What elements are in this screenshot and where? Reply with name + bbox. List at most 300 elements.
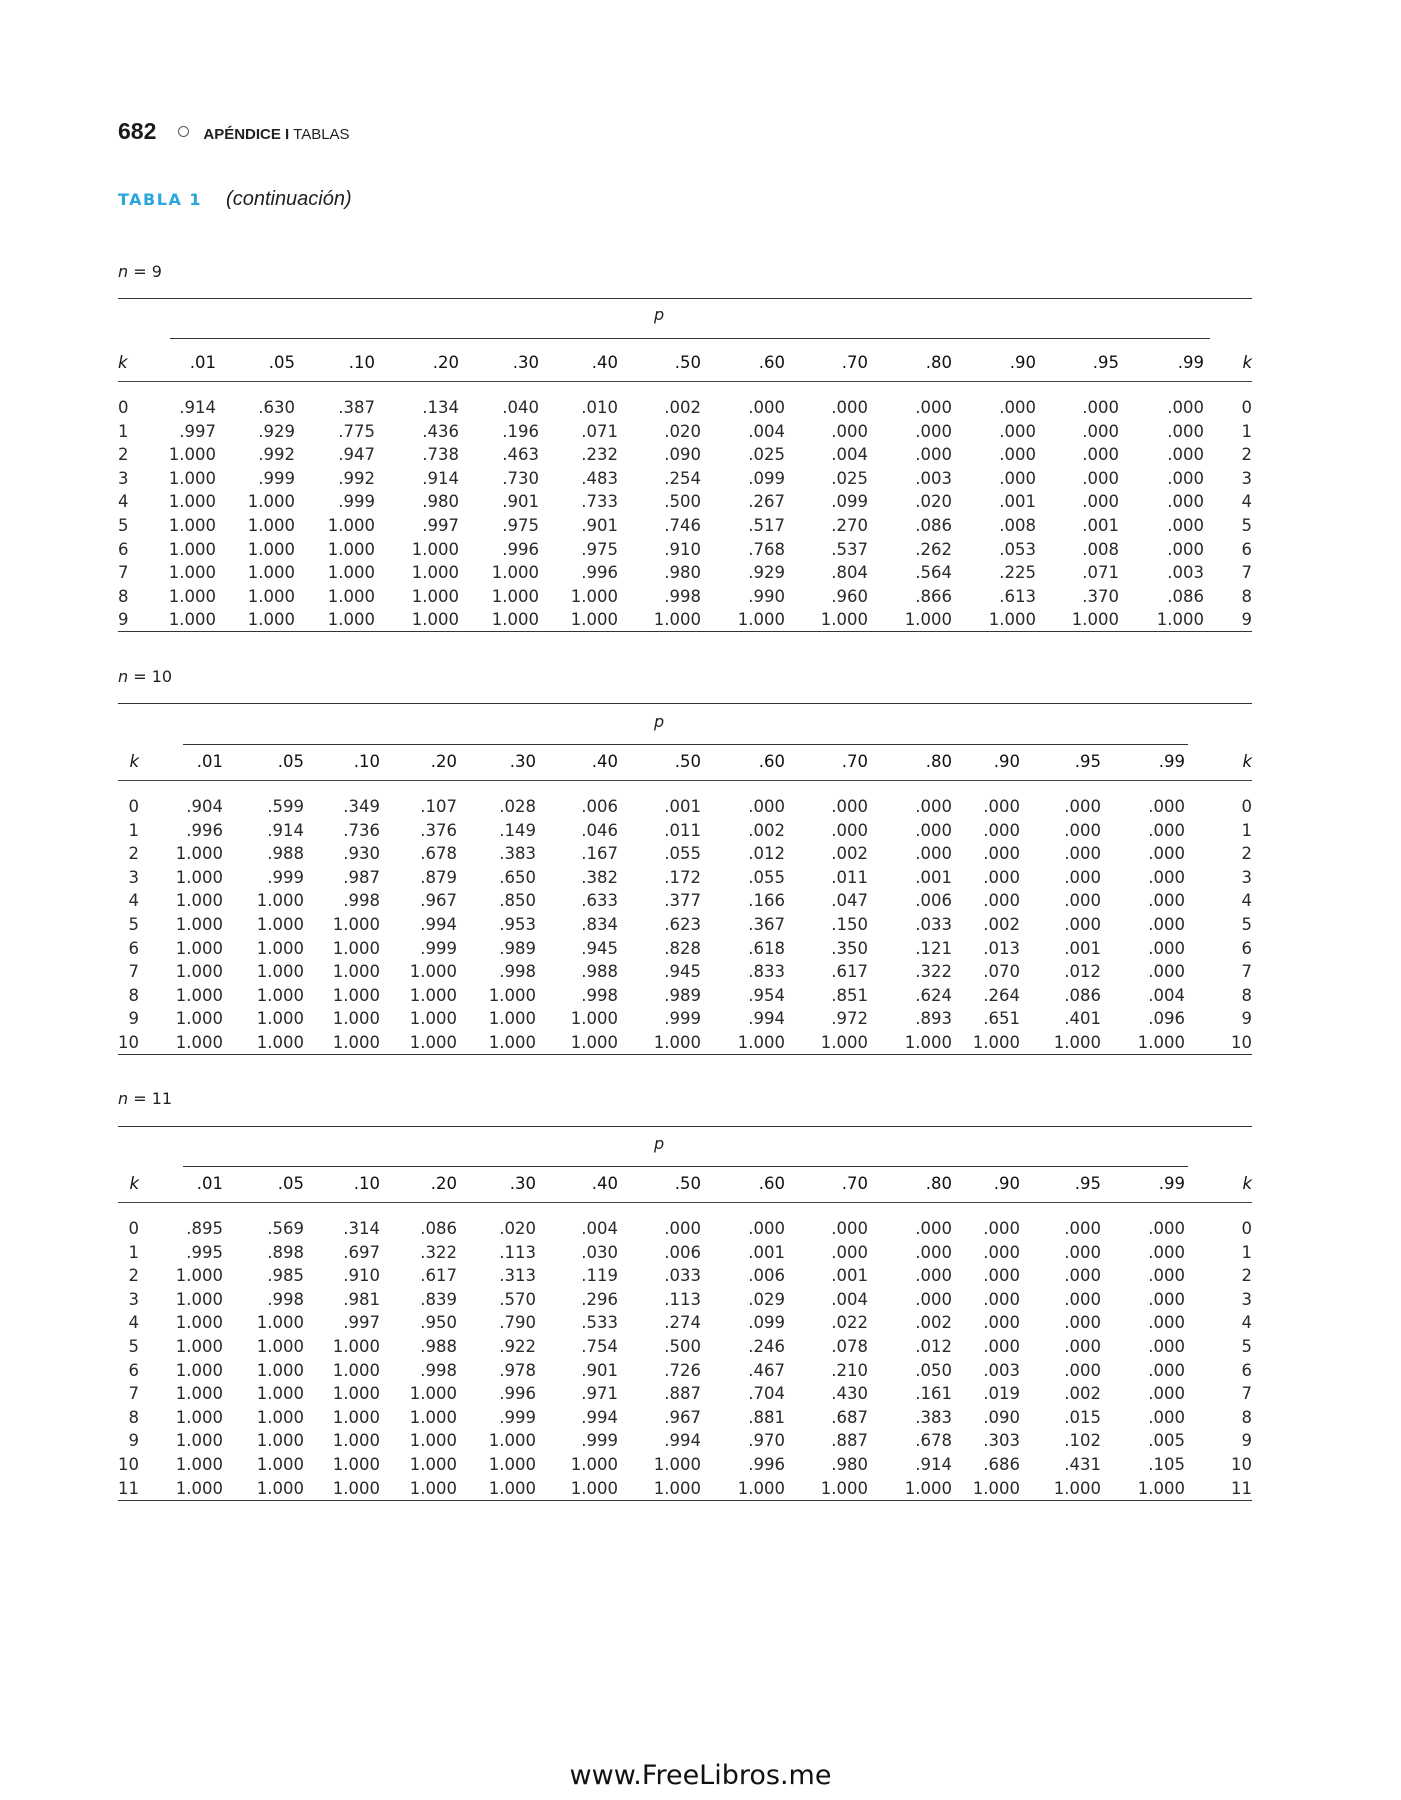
table-cell: .985 [267, 1266, 304, 1286]
row-k-left: 0 [128, 797, 139, 816]
p-spanner-rule [170, 338, 1210, 339]
row-k-right: 6 [1241, 539, 1252, 559]
table-cell: .161 [915, 1384, 952, 1404]
table-cell: .000 [983, 867, 1020, 887]
row-k-left: 1 [118, 421, 129, 441]
table-caption [118, 188, 352, 211]
row-k-left: 4 [128, 891, 139, 911]
row-k-left: 9 [128, 1009, 139, 1029]
table-cell: 1.000 [175, 1009, 223, 1029]
table-cell: .000 [983, 1337, 1020, 1356]
p-header: .05 [268, 353, 295, 372]
table-cell: .500 [664, 1337, 701, 1356]
table-cell: 1.000 [332, 985, 380, 1005]
table-cell: 1.000 [256, 1033, 304, 1052]
table-cell: 1.000 [737, 1033, 785, 1052]
table-cell: .881 [748, 1407, 785, 1427]
table-cell: .000 [1148, 891, 1185, 911]
table-cell: 1.000 [409, 1384, 457, 1404]
table-cell: .618 [748, 938, 785, 958]
table-cell: .002 [983, 915, 1020, 934]
table-cell: .945 [664, 962, 701, 982]
table-cell: .999 [258, 468, 295, 488]
table-cell: .099 [831, 492, 868, 512]
row-k-left: 10 [118, 1455, 139, 1474]
table-cell: 1.000 [175, 1407, 223, 1427]
table-cell: .970 [748, 1431, 785, 1451]
table-cell: 1.000 [411, 563, 459, 583]
table-cell: 1.000 [256, 985, 304, 1005]
table-cell: .569 [267, 1219, 304, 1238]
table-cell: .000 [915, 844, 952, 864]
p-header: .80 [925, 752, 952, 771]
table-cell: 1.000 [820, 1478, 868, 1498]
table-cell: .002 [748, 820, 785, 840]
table-cell: .500 [664, 492, 701, 512]
n-equals-value: = 9 [128, 262, 162, 281]
p-header: .10 [353, 752, 380, 771]
table-cell: 1.000 [332, 938, 380, 958]
table-cell: .000 [1064, 1337, 1101, 1356]
table-cell: 1.000 [820, 610, 868, 630]
table-cell: 1.000 [247, 563, 295, 583]
table-cell: .000 [1064, 891, 1101, 911]
table-cell: 1.000 [327, 539, 375, 559]
table-cell: .383 [499, 844, 536, 864]
row-k-right: 11 [1231, 1478, 1252, 1498]
table-cell: .950 [420, 1313, 457, 1333]
header-rule [118, 381, 1252, 382]
table-cell: .030 [581, 1242, 618, 1262]
table-cell: 1.000 [1137, 1033, 1185, 1052]
table-cell: .000 [915, 1266, 952, 1286]
row-k-left: 2 [128, 844, 139, 864]
table-label: TABLA 1 [118, 190, 203, 209]
table-cell: 1.000 [327, 610, 375, 630]
table-cell: 1.000 [904, 1033, 952, 1052]
row-k-right: 0 [1241, 398, 1252, 417]
p-header: .60 [758, 1174, 785, 1193]
table-cell: .517 [748, 516, 785, 535]
p-header: .99 [1158, 752, 1185, 771]
table-cell: .000 [1064, 1242, 1101, 1262]
table-cell: .000 [983, 1313, 1020, 1333]
table-cell: 1.000 [247, 492, 295, 512]
row-k-left: 5 [118, 516, 129, 535]
table-cell: .383 [915, 1407, 952, 1427]
table-cell: .972 [831, 1009, 868, 1029]
table-cell: .651 [983, 1009, 1020, 1029]
table-cell: .483 [581, 468, 618, 488]
table-cell: 1.000 [570, 1478, 618, 1498]
table-cell: 1.000 [570, 1455, 618, 1474]
table-cell: .987 [343, 867, 380, 887]
table-cell: .196 [502, 421, 539, 441]
row-k-right: 10 [1231, 1455, 1252, 1474]
table-cell: .264 [983, 985, 1020, 1005]
table-cell: .930 [343, 844, 380, 864]
table-cell: 1.000 [256, 1478, 304, 1498]
table-cell: .000 [1148, 962, 1185, 982]
n-label [118, 262, 162, 281]
table-top-rule [118, 298, 1252, 299]
table-cell: .000 [983, 820, 1020, 840]
row-k-right: 6 [1241, 938, 1252, 958]
table-cell: .003 [1167, 563, 1204, 583]
table-cell: 1.000 [332, 1009, 380, 1029]
row-k-right: 1 [1241, 1242, 1252, 1262]
k-header-left: k [118, 353, 128, 372]
table-cell: .000 [999, 445, 1036, 465]
table-cell: .262 [915, 539, 952, 559]
table-cell: .008 [1082, 539, 1119, 559]
p-header: .99 [1177, 353, 1204, 372]
table-cell: .000 [1167, 468, 1204, 488]
table-cell: .000 [983, 891, 1020, 911]
table-cell: .999 [420, 938, 457, 958]
p-axis-label: p [654, 712, 665, 731]
table-cell: 1.000 [247, 516, 295, 535]
table-cell: .893 [915, 1009, 952, 1029]
table-cell: 1.000 [332, 1431, 380, 1451]
table-cell: .055 [664, 844, 701, 864]
row-k-left: 6 [128, 938, 139, 958]
table-cell: .463 [502, 445, 539, 465]
table-cell: .775 [338, 421, 375, 441]
table-cell: .172 [664, 867, 701, 887]
table-cell: .431 [1064, 1455, 1101, 1474]
table-cell: .992 [338, 468, 375, 488]
table-cell: 1.000 [653, 1033, 701, 1052]
p-header: .60 [758, 752, 785, 771]
table-cell: .000 [1082, 421, 1119, 441]
table-cell: .929 [258, 421, 295, 441]
row-k-right: 1 [1241, 421, 1252, 441]
table-subtitle: (continuación) [226, 188, 352, 210]
table-cell: .001 [1082, 516, 1119, 535]
p-header: .90 [1009, 353, 1036, 372]
table-cell: .376 [420, 820, 457, 840]
table-cell: .624 [915, 985, 952, 1005]
table-cell: .090 [983, 1407, 1020, 1427]
table-cell: .099 [748, 468, 785, 488]
table-cell: .922 [499, 1337, 536, 1356]
table-cell: .000 [915, 421, 952, 441]
row-k-left: 6 [128, 1360, 139, 1380]
table-cell: .050 [915, 1360, 952, 1380]
table-cell: .006 [664, 1242, 701, 1262]
table-cell: .436 [422, 421, 459, 441]
p-header: .01 [196, 752, 223, 771]
row-k-right: 5 [1241, 1337, 1252, 1356]
table-cell: 1.000 [409, 1431, 457, 1451]
row-k-right: 0 [1241, 797, 1252, 816]
table-cell: .000 [1167, 516, 1204, 535]
table-cell: 1.000 [488, 1033, 536, 1052]
table-cell: .996 [502, 539, 539, 559]
table-cell: .999 [338, 492, 375, 512]
table-cell: .113 [499, 1242, 536, 1262]
table-cell: 1.000 [653, 1455, 701, 1474]
table-cell: .119 [581, 1266, 618, 1286]
row-k-right: 5 [1241, 516, 1252, 535]
p-header: .40 [591, 353, 618, 372]
table-cell: 1.000 [175, 1455, 223, 1474]
table-cell: 1.000 [168, 516, 216, 535]
table-cell: .000 [1148, 1337, 1185, 1356]
table-cell: 1.000 [175, 938, 223, 958]
table-cell: .000 [915, 1289, 952, 1309]
row-k-left: 1 [128, 1242, 139, 1262]
k-header-left: k [129, 752, 139, 771]
table-cell: .113 [664, 1289, 701, 1309]
table-cell: .382 [581, 867, 618, 887]
table-cell: .377 [664, 891, 701, 911]
p-header: .90 [993, 752, 1020, 771]
table-cell: .746 [664, 516, 701, 535]
table-cell: .901 [581, 1360, 618, 1380]
table-cell: .000 [1167, 421, 1204, 441]
table-cell: .828 [664, 938, 701, 958]
table-cell: .167 [581, 844, 618, 864]
p-header: .50 [674, 752, 701, 771]
table-cell: .000 [999, 398, 1036, 417]
table-cell: .149 [499, 820, 536, 840]
table-cell: .000 [983, 1242, 1020, 1262]
table-cell: .000 [1064, 1360, 1101, 1380]
n-equals-value: = 11 [128, 1089, 173, 1108]
row-k-right: 4 [1241, 1313, 1252, 1333]
table-cell: .730 [502, 468, 539, 488]
table-cell: 1.000 [653, 1478, 701, 1498]
table-cell: .617 [420, 1266, 457, 1286]
footer-url[interactable]: www.FreeLibros.me [569, 1760, 832, 1791]
table-top-rule [118, 703, 1252, 704]
table-cell: .996 [186, 820, 223, 840]
table-cell: .000 [915, 1242, 952, 1262]
table-cell: .967 [420, 891, 457, 911]
table-cell: 1.000 [256, 1360, 304, 1380]
p-axis-label: p [654, 305, 665, 324]
table-cell: .055 [748, 867, 785, 887]
table-cell: 1.000 [168, 445, 216, 465]
table-cell: 1.000 [491, 586, 539, 606]
table-cell: .004 [581, 1219, 618, 1238]
table-cell: 1.000 [332, 1360, 380, 1380]
table-cell: .000 [831, 421, 868, 441]
table-cell: .071 [581, 421, 618, 441]
row-k-right: 9 [1241, 1431, 1252, 1451]
row-k-right: 7 [1241, 962, 1252, 982]
table-cell: 1.000 [570, 1033, 618, 1052]
p-header: .90 [993, 1174, 1020, 1193]
p-spanner-rule [183, 744, 1188, 745]
table-cell: .022 [831, 1313, 868, 1333]
p-header: .70 [841, 752, 868, 771]
table-cell: .000 [1064, 1266, 1101, 1286]
table-cell: .000 [1064, 1289, 1101, 1309]
table-cell: .981 [343, 1289, 380, 1309]
table-cell: .000 [915, 398, 952, 417]
table-cell: 1.000 [332, 962, 380, 982]
row-k-right: 3 [1241, 867, 1252, 887]
table-cell: .349 [343, 797, 380, 816]
p-header: .40 [591, 1174, 618, 1193]
table-cell: .367 [748, 915, 785, 934]
table-cell: .370 [1082, 586, 1119, 606]
table-cell: .999 [499, 1407, 536, 1427]
table-cell: .704 [748, 1384, 785, 1404]
table-bottom-rule [118, 631, 1252, 632]
table-cell: 1.000 [1053, 1478, 1101, 1498]
p-header: .95 [1074, 752, 1101, 771]
page-header [118, 118, 350, 146]
k-header-right: k [1242, 1174, 1252, 1193]
table-cell: .006 [915, 891, 952, 911]
table-cell: .025 [831, 468, 868, 488]
table-cell: 1.000 [168, 468, 216, 488]
table-cell: 1.000 [256, 1313, 304, 1333]
table-cell: 1.000 [488, 1009, 536, 1029]
table-cell: 1.000 [570, 610, 618, 630]
table-cell: .914 [267, 820, 304, 840]
table-cell: .998 [499, 962, 536, 982]
n-variable: n [118, 667, 129, 686]
table-cell: .901 [581, 516, 618, 535]
table-cell: 1.000 [256, 1431, 304, 1451]
table-cell: 1.000 [409, 985, 457, 1005]
table-cell: .998 [420, 1360, 457, 1380]
table-cell: .997 [343, 1313, 380, 1333]
table-cell: .303 [983, 1431, 1020, 1451]
table-cell: 1.000 [175, 891, 223, 911]
row-k-left: 8 [128, 1407, 139, 1427]
table-cell: 1.000 [409, 1009, 457, 1029]
table-cell: .994 [664, 1431, 701, 1451]
table-cell: .000 [1148, 1407, 1185, 1427]
table-cell: .697 [343, 1242, 380, 1262]
row-k-left: 3 [118, 468, 129, 488]
table-cell: 1.000 [332, 915, 380, 934]
table-cell: .000 [983, 1266, 1020, 1286]
p-axis-label: p [654, 1134, 665, 1153]
table-bottom-rule [118, 1500, 1252, 1501]
table-cell: .040 [502, 398, 539, 417]
table-cell: 1.000 [256, 938, 304, 958]
table-cell: .322 [915, 962, 952, 982]
table-cell: 1.000 [1156, 610, 1204, 630]
table-cell: .000 [1082, 398, 1119, 417]
table-cell: .003 [915, 468, 952, 488]
table-cell: 1.000 [488, 985, 536, 1005]
table-cell: 1.000 [411, 586, 459, 606]
table-cell: .910 [664, 539, 701, 559]
table-cell: 1.000 [972, 1478, 1020, 1498]
table-cell: .988 [420, 1337, 457, 1356]
row-k-right: 1 [1241, 820, 1252, 840]
table-cell: .467 [748, 1360, 785, 1380]
table-cell: .945 [581, 938, 618, 958]
table-cell: .995 [186, 1242, 223, 1262]
table-cell: .736 [343, 820, 380, 840]
table-cell: .274 [664, 1313, 701, 1333]
row-k-left: 0 [118, 398, 129, 417]
table-cell: .019 [983, 1384, 1020, 1404]
table-cell: .000 [1064, 797, 1101, 816]
table-cell: .733 [581, 492, 618, 512]
table-cell: .998 [581, 985, 618, 1005]
p-header: .01 [196, 1174, 223, 1193]
table-cell: .105 [1148, 1455, 1185, 1474]
table-cell: .000 [1167, 492, 1204, 512]
p-header: .01 [189, 353, 216, 372]
table-cell: 1.000 [570, 586, 618, 606]
p-spanner-rule [183, 1166, 1188, 1167]
table-cell: .686 [983, 1455, 1020, 1474]
table-cell: 1.000 [409, 1478, 457, 1498]
table-cell: .000 [1148, 1219, 1185, 1238]
p-header: .10 [348, 353, 375, 372]
table-cell: 1.000 [256, 1337, 304, 1356]
table-cell: .953 [499, 915, 536, 934]
table-cell: .804 [831, 563, 868, 583]
table-cell: 1.000 [168, 563, 216, 583]
row-k-left: 1 [128, 820, 139, 840]
table-cell: .988 [581, 962, 618, 982]
row-k-left: 3 [128, 1289, 139, 1309]
table-cell: 1.000 [175, 1266, 223, 1286]
p-header: .40 [591, 752, 618, 771]
table-cell: 1.000 [175, 985, 223, 1005]
table-cell: .000 [1148, 1242, 1185, 1262]
p-header: .05 [277, 752, 304, 771]
table-cell: 1.000 [327, 563, 375, 583]
table-cell: 1.000 [247, 539, 295, 559]
table-cell: .000 [915, 797, 952, 816]
table-cell: .678 [420, 844, 457, 864]
table-cell: .401 [1064, 1009, 1101, 1029]
row-k-left: 3 [128, 867, 139, 887]
table-cell: .623 [664, 915, 701, 934]
table-cell: .000 [1148, 1289, 1185, 1309]
table-cell: .967 [664, 1407, 701, 1427]
table-cell: .006 [748, 1266, 785, 1286]
p-header: .80 [925, 1174, 952, 1193]
table-cell: .996 [748, 1455, 785, 1474]
table-cell: .001 [664, 797, 701, 816]
table-cell: .000 [1082, 468, 1119, 488]
table-cell: .570 [499, 1289, 536, 1309]
table-cell: .025 [748, 445, 785, 465]
n-variable: n [118, 1089, 129, 1108]
table-cell: 1.000 [737, 1478, 785, 1498]
row-k-left: 5 [128, 915, 139, 934]
table-cell: .000 [1148, 1313, 1185, 1333]
p-header: .30 [509, 752, 536, 771]
table-cell: .121 [915, 938, 952, 958]
table-cell: .000 [1148, 1360, 1185, 1380]
table-cell: .000 [983, 1219, 1020, 1238]
table-cell: .020 [664, 421, 701, 441]
table-cell: .000 [1148, 915, 1185, 934]
table-cell: .533 [581, 1313, 618, 1333]
table-cell: 1.000 [488, 1431, 536, 1451]
k-header-right: k [1242, 752, 1252, 771]
table-cell: .000 [983, 1289, 1020, 1309]
table-cell: 1.000 [247, 586, 295, 606]
table-cell: .000 [1167, 398, 1204, 417]
table-cell: 1.000 [737, 610, 785, 630]
